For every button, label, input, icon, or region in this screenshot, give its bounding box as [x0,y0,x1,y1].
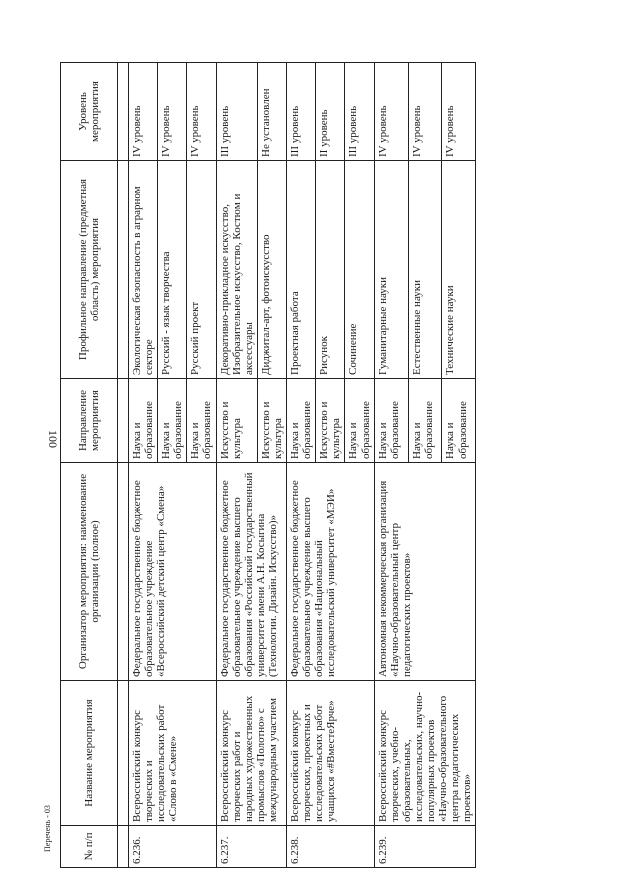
event-profile: Сочинение [345,161,374,379]
event-direction: Наука и образование [442,379,476,463]
event-level: III уровень [216,63,257,161]
table-row [129,63,158,868]
event-profile: Русский - язык творчества [158,161,187,379]
table-row [374,63,408,868]
event-name: Всероссийский конкурс творческих, учебно-образовательных, исследовательских, научно-популярных проектов «Научно-образовательного центра педагогических проектов» [374,681,476,826]
row-num: 6.239. [374,826,476,868]
event-direction: Наука и образование [187,379,216,463]
event-direction: Наука и образование [287,379,316,463]
event-level: IV уровень [408,63,442,161]
event-direction: Искусство и культура [216,379,257,463]
event-profile: Естественные науки [408,161,442,379]
table-row [287,63,316,868]
event-direction: Наука и образование [158,379,187,463]
event-profile: Технические науки [442,161,476,379]
event-level: IV уровень [158,63,187,161]
event-name: Всероссийский конкурс творческих работ и народных художественных промыслов «Полотно» с международным участием [216,681,286,826]
event-direction: Наука и образование [408,379,442,463]
event-level: Не установлен [257,63,286,161]
event-direction: Искусство и культура [257,379,286,463]
header-direction: Направление мероприятия [61,379,118,463]
event-direction: Наука и образование [129,379,158,463]
event-profile: Диджитал-арт, фотоискусство [257,161,286,379]
footer-note: Перечень - 03 [43,805,52,852]
header-profile: Профильное направление (предметная область) мероприятия [61,161,118,379]
event-level: IV уровень [129,63,158,161]
row-num: 6.236. [129,826,217,868]
row-num: 6.238. [287,826,375,868]
event-profile: Рисунок [316,161,345,379]
events-table [60,62,476,868]
event-name: Всероссийский конкурс творческих, проектных и исследовательских работ учащихся «#ВместеЯрче» [287,681,375,826]
row-num: 6.237. [216,826,286,868]
header-num: № п/п [61,826,118,868]
event-organizer: Федеральное государственное бюджетное образовательное учреждение высшего образования «Российский государственный университет имени А.Н. Косыгина (Технологии. Дизайн. Искусство)» [216,463,286,681]
event-direction: Искусство и культура [316,379,345,463]
event-profile: Декоративно-прикладное искусство, Изобразительное искусство, Костюм и аксессуары [216,161,257,379]
event-direction: Наука и образование [345,379,374,463]
event-profile: Гуманитарные науки [374,161,408,379]
blank-row [118,63,129,868]
event-organizer: Автономная некоммерческая организация «Научно-образовательный центр педагогических проектов» [374,463,476,681]
header-organizer: Организатор мероприятия: наименование организации (полное) [61,463,118,681]
event-level: IV уровень [442,63,476,161]
header-name: Название мероприятия [61,681,118,826]
event-level: III уровень [287,63,316,161]
event-direction: Наука и образование [374,379,408,463]
event-level: IV уровень [187,63,216,161]
event-level: IV уровень [374,63,408,161]
page-number: 100 [46,430,60,448]
rotated-page [60,63,633,868]
event-profile: Экологическая безопасность в аграрном секторе [129,161,158,379]
header-row [61,63,118,868]
event-organizer: Федеральное государственное бюджетное образовательное учреждение «Всероссийский детский центр «Смена» [129,463,217,681]
table-row [216,63,257,868]
event-level: II уровень [316,63,345,161]
event-profile: Русский проект [187,161,216,379]
event-name: Всероссийский конкурс творческих и исследовательских работ «Слово в «Смене» [129,681,217,826]
header-level: Уровень мероприятия [61,63,118,161]
event-level: III уровень [345,63,374,161]
event-profile: Проектная работа [287,161,316,379]
event-organizer: Федеральное государственное бюджетное образовательное учреждение высшего образования «Национальный исследовательский университет «МЭИ» [287,463,375,681]
